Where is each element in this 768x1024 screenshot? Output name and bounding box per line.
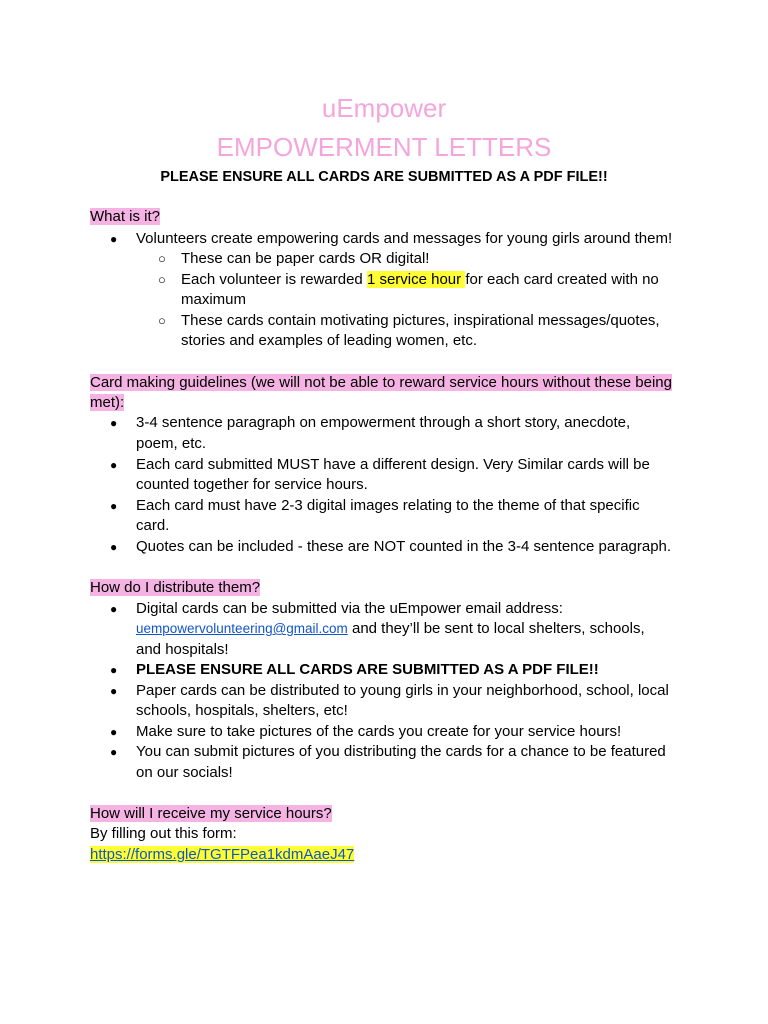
- pdf-notice-bullet: PLEASE ENSURE ALL CARDS ARE SUBMITTED AS A PDF FILE!!: [136, 661, 599, 678]
- bullet-icon: ●: [110, 540, 118, 554]
- section-heading-distribute: [90, 578, 260, 599]
- circle-bullet-icon: ○: [158, 251, 166, 266]
- section-heading-guidelines: [90, 373, 672, 394]
- bullet-icon: ●: [110, 725, 118, 739]
- text-segment: for each card created with no: [465, 271, 659, 288]
- email-link[interactable]: uempowervolunteering@gmail.com: [136, 621, 348, 636]
- bullet-icon: ●: [110, 458, 118, 472]
- list-item: Volunteers create empowering cards and messages for young girls around them!: [136, 230, 673, 247]
- guidelines-heading: Card making guidelines (we will not be able to reward service hours without these being: [90, 374, 672, 391]
- pdf-notice: PLEASE ENSURE ALL CARDS ARE SUBMITTED AS A PDF FILE!!: [160, 169, 608, 185]
- list-item: These can be paper cards OR digital!: [181, 250, 430, 267]
- list-item-cont: stories and examples of leading women, etc.: [181, 332, 477, 349]
- text-segment: and they’ll be sent to local shelters, schools,: [347, 620, 645, 637]
- bullet-icon: ●: [110, 745, 118, 759]
- doc-title: uEmpower: [321, 93, 447, 123]
- list-item: Make sure to take pictures of the cards you create for your service hours!: [136, 723, 622, 740]
- what-heading: What is it?: [90, 208, 161, 225]
- distribute-heading: How do I distribute them?: [90, 579, 261, 596]
- bullet-icon: ●: [110, 663, 118, 677]
- list-item-cont: on our socials!: [136, 764, 233, 781]
- list-item: 3-4 sentence paragraph on empowerment through a short story, anecdote,: [136, 414, 631, 431]
- list-item-cont: card.: [136, 517, 170, 534]
- form-link-line: [90, 845, 354, 866]
- list-item-cont: and hospitals!: [136, 641, 229, 658]
- list-item: Quotes can be included - these are NOT counted in the 3-4 sentence paragraph.: [136, 538, 672, 555]
- list-item-cont: [136, 619, 645, 640]
- list-item-cont: counted together for service hours.: [136, 476, 368, 493]
- list-item: [181, 270, 659, 291]
- bullet-icon: ●: [110, 602, 118, 616]
- list-item: Each card must have 2-3 digital images relating to the theme of that specific: [136, 497, 640, 514]
- list-item-cont: poem, etc.: [136, 435, 207, 452]
- bullet-icon: ●: [110, 416, 118, 430]
- circle-bullet-icon: ○: [158, 272, 166, 287]
- bullet-icon: ●: [110, 499, 118, 513]
- list-item: Paper cards can be distributed to young girls in your neighborhood, school, local: [136, 682, 669, 699]
- service-hour-highlight: 1 service hour: [366, 271, 466, 288]
- text-segment: Each volunteer is rewarded: [181, 271, 367, 288]
- section-heading-guidelines-cont: [90, 393, 124, 414]
- list-item-cont: maximum: [181, 291, 247, 308]
- doc-subtitle: EMPOWERMENT LETTERS: [216, 132, 552, 162]
- list-item: You can submit pictures of you distributing the cards for a chance to be featured: [136, 743, 666, 760]
- list-item: Digital cards can be submitted via the uEmpower email address:: [136, 600, 563, 617]
- list-item-cont: schools, hospitals, shelters, etc!: [136, 702, 348, 719]
- bullet-icon: ●: [110, 232, 118, 246]
- hours-heading: How will I receive my service hours?: [90, 805, 332, 822]
- list-item: Each card submitted MUST have a different design. Very Similar cards will be: [136, 456, 650, 473]
- form-link[interactable]: https://forms.gle/TGTFPea1kdmAaeJ47: [90, 846, 355, 863]
- hours-text: By filling out this form:: [90, 825, 237, 842]
- bullet-icon: ●: [110, 684, 118, 698]
- guidelines-heading-cont: met):: [90, 394, 125, 411]
- section-heading-hours: [90, 804, 332, 825]
- circle-bullet-icon: ○: [158, 313, 166, 328]
- section-heading-what: [90, 207, 160, 228]
- list-item: These cards contain motivating pictures, inspirational messages/quotes,: [181, 312, 660, 329]
